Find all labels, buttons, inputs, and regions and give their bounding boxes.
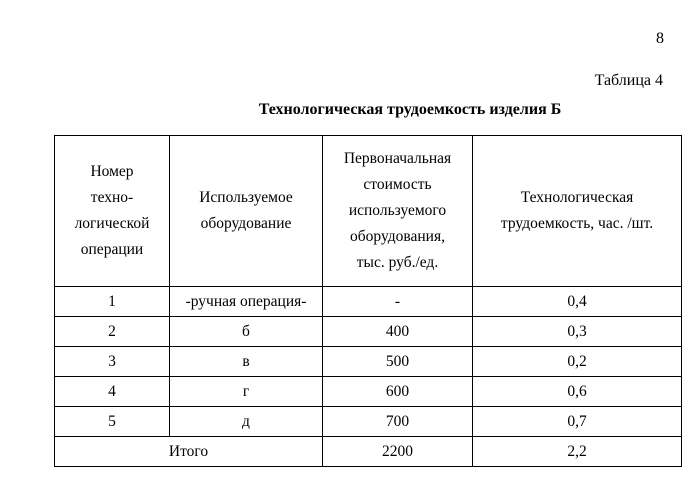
table-title: Технологическая трудоемкость изделия Б	[258, 101, 562, 118]
header-line: используемого	[348, 202, 447, 219]
cell-labor: 0,3	[473, 317, 682, 347]
cell-equipment: г	[170, 377, 323, 407]
cell-cost: -	[323, 287, 473, 317]
cell-cost: 500	[323, 347, 473, 377]
header-line: логической	[74, 215, 150, 232]
table-caption: Таблица 4	[594, 72, 663, 89]
table-row	[55, 317, 682, 347]
cell-operation: 1	[55, 287, 170, 317]
cell-labor: 0,2	[473, 347, 682, 377]
data-table	[54, 135, 682, 467]
header-line: операции	[80, 241, 144, 258]
total-row	[55, 437, 682, 467]
header-line: Используемое	[199, 189, 293, 206]
cell-equipment: -ручная операция-	[170, 287, 323, 317]
header-line: Номер	[90, 163, 134, 180]
cell-cost: 600	[323, 377, 473, 407]
header-line: стоимость	[363, 176, 432, 193]
cell-equipment: б	[170, 317, 323, 347]
cell-equipment: в	[170, 347, 323, 377]
header-line: тыс. руб./ед.	[356, 254, 439, 271]
cell-equipment: д	[170, 407, 323, 437]
table-row	[55, 377, 682, 407]
table-row	[55, 287, 682, 317]
page-number: 8	[656, 30, 664, 47]
header-line: техно-	[90, 189, 134, 206]
header-line: трудоемкость, час. /шт.	[500, 215, 654, 232]
header-line: оборудование	[200, 215, 292, 232]
header-equipment	[170, 136, 323, 287]
cell-operation: 5	[55, 407, 170, 437]
cell-labor: 0,7	[473, 407, 682, 437]
total-labor: 2,2	[473, 437, 682, 467]
cell-cost: 400	[323, 317, 473, 347]
header-line: Технологическая	[520, 189, 634, 206]
cell-operation: 3	[55, 347, 170, 377]
table-row	[55, 347, 682, 377]
header-operation-number	[55, 136, 170, 287]
header-line: Первоначальная	[343, 150, 452, 167]
header-row	[55, 136, 682, 287]
cell-operation: 2	[55, 317, 170, 347]
header-initial-cost	[323, 136, 473, 287]
table-row	[55, 407, 682, 437]
total-label: Итого	[55, 437, 323, 467]
cell-operation: 4	[55, 377, 170, 407]
cell-cost: 700	[323, 407, 473, 437]
header-labor-intensity	[473, 136, 682, 287]
header-line: оборудования,	[350, 228, 445, 245]
cell-labor: 0,6	[473, 377, 682, 407]
cell-labor: 0,4	[473, 287, 682, 317]
total-cost: 2200	[323, 437, 473, 467]
